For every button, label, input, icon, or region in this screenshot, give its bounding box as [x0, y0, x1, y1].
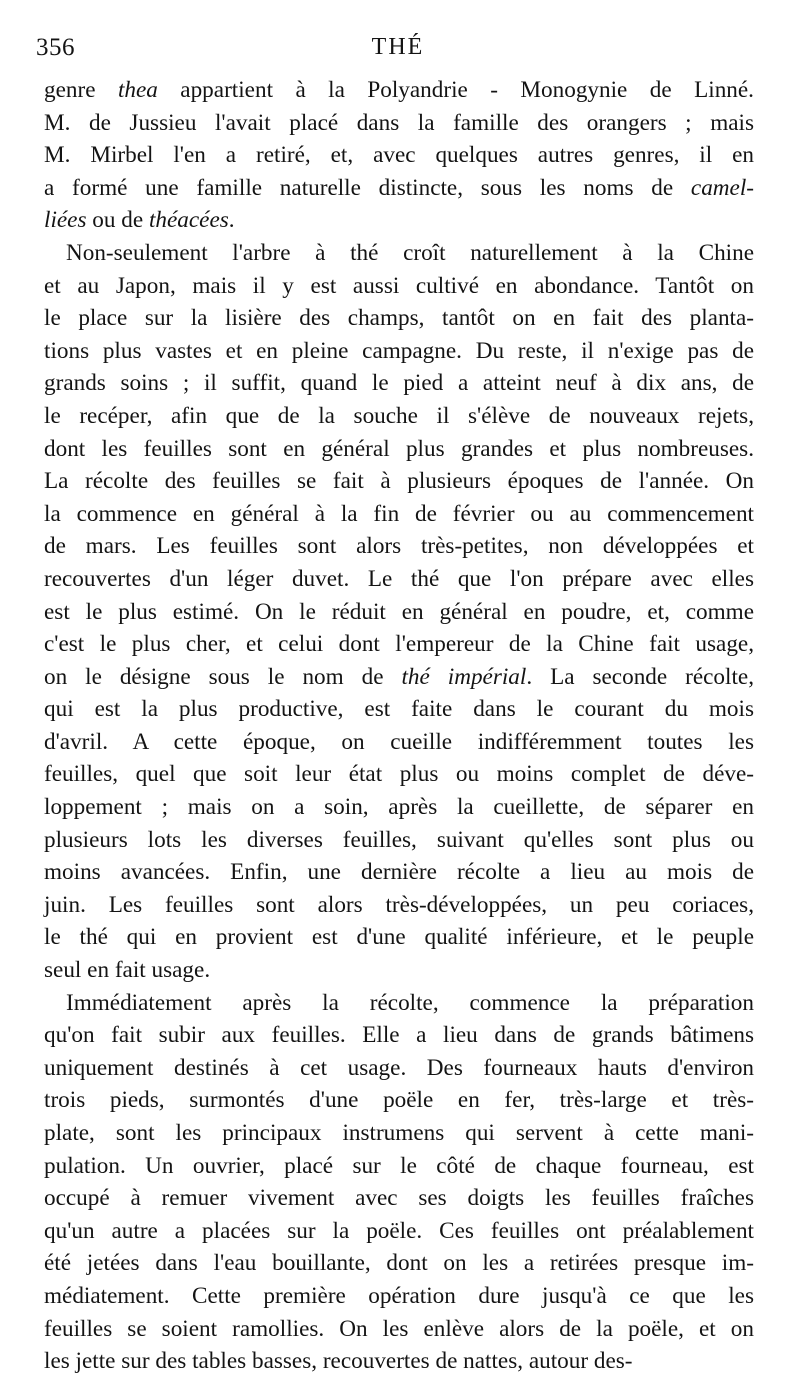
text-line	[44, 987, 754, 1020]
text-segment: plusieurs lots les diverses feuilles, suivant qu'elles sont plus ou	[44, 826, 754, 853]
text-segment: moins avancées. Enfin, une dernière récolte a lieu au mois de	[44, 859, 754, 886]
text-segment: recouvertes d'un léger duvet. Le thé que l'on prépare avec elles	[44, 565, 754, 592]
text-line	[44, 1345, 754, 1378]
text-segment: genre	[44, 77, 118, 103]
text-segment: trois pieds, surmontés d'une poële en fer, très-large et très-	[44, 1087, 754, 1114]
page-number: 356	[36, 34, 75, 61]
text-segment: c'est le plus cher, et celui dont l'empereur de la Chine fait usage,	[44, 631, 754, 658]
text-line	[44, 302, 754, 335]
text-line	[44, 237, 754, 270]
text-line	[44, 563, 754, 596]
text-segment: feuilles se soient ramollies. On les enlève alors de la poële, et on	[44, 1315, 754, 1342]
text-segment: appartient à la Polyandrie - Monogynie de Linné.	[157, 77, 754, 103]
text-line	[44, 172, 754, 205]
text-segment: a formé une famille naturelle distincte, sous les noms de	[44, 174, 691, 201]
text-line	[44, 1313, 754, 1346]
text-line	[44, 628, 754, 661]
text-line	[44, 1247, 754, 1280]
text-segment: le place sur la lisière des champs, tantôt on en fait des planta-	[44, 305, 754, 332]
text-line	[44, 400, 754, 433]
text-line	[44, 1182, 754, 1215]
text-line	[44, 139, 754, 172]
text-segment: qu'un autre a placées sur la poële. Ces feuilles ont préalablement	[44, 1217, 754, 1244]
text-line	[44, 889, 754, 922]
running-title: THÉ	[371, 34, 425, 60]
text-segment: Immédiatement après la récolte, commence la préparation	[66, 989, 754, 1016]
text-segment: Non-seulement l'arbre à thé croît naturellement à la Chine	[66, 239, 754, 266]
text-segment: le recéper, afin que de la souche il s'élève de nouveaux rejets,	[44, 402, 754, 429]
text-line	[44, 530, 754, 563]
text-segment: .	[228, 207, 235, 234]
italic-term: thé impérial	[401, 663, 527, 690]
text-segment: on le désigne sous le nom de	[44, 663, 402, 690]
text-line	[44, 921, 754, 954]
text-segment: dont les feuilles sont en général plus grandes et plus nombreuses.	[44, 435, 754, 462]
text-line	[44, 1117, 754, 1150]
italic-term: thea	[117, 77, 158, 103]
text-segment: tions plus vastes et en pleine campagne. Du reste, il n'exige pas de	[44, 337, 754, 364]
text-line	[44, 1084, 754, 1117]
paragraph	[44, 987, 754, 1378]
text-segment: juin. Les feuilles sont alors très-développées, un peu coriaces,	[44, 891, 754, 918]
text-line	[44, 1019, 754, 1052]
text-line	[44, 1150, 754, 1183]
text-line	[44, 1280, 754, 1313]
text-segment: M. Mirbel l'en a retiré, et, avec quelques autres genres, il en	[44, 142, 754, 169]
text-segment: et au Japon, mais il y est aussi cultivé en abondance. Tantôt on	[44, 272, 754, 299]
text-line	[44, 270, 754, 303]
text-segment: d'avril. A cette époque, on cueille indifféremment toutes les	[44, 728, 754, 755]
text-segment: qu'on fait subir aux feuilles. Elle a lieu dans de grands bâtimens	[44, 1022, 754, 1049]
text-line	[44, 433, 754, 466]
body-text	[44, 74, 754, 1378]
text-segment: ou de	[86, 207, 149, 234]
text-line	[44, 367, 754, 400]
text-segment: feuilles, quel que soit leur état plus ou moins complet de déve-	[44, 761, 754, 788]
page-header	[36, 34, 760, 70]
text-segment: occupé à remuer vivement avec ses doigts les feuilles fraîches	[44, 1185, 754, 1212]
text-line	[44, 661, 754, 694]
paragraph	[44, 74, 754, 237]
text-segment: grands soins ; il suffit, quand le pied a atteint neuf à dix ans, de	[44, 370, 754, 397]
text-segment: seul en fait usage.	[44, 957, 211, 984]
text-line	[44, 465, 754, 498]
text-line	[44, 74, 754, 107]
text-line	[44, 1052, 754, 1085]
italic-term: camel-	[690, 174, 754, 201]
text-line	[44, 1215, 754, 1248]
text-line	[44, 758, 754, 791]
text-line	[44, 726, 754, 759]
paragraph	[44, 237, 754, 987]
text-segment: médiatement. Cette première opération dure jusqu'à ce que les	[44, 1282, 754, 1309]
text-segment: qui est la plus productive, est faite dans le courant du mois	[44, 696, 754, 723]
italic-term: théacées	[148, 207, 229, 234]
text-segment: loppement ; mais on a soin, après la cueillette, de séparer en	[44, 794, 754, 821]
text-line	[44, 954, 754, 987]
text-segment: la commence en général à la fin de février ou au commencement	[44, 500, 754, 527]
italic-term: liées	[44, 207, 87, 234]
text-segment: le thé qui en provient est d'une qualité inférieure, et le peuple	[44, 924, 754, 951]
text-segment: été jetées dans l'eau bouillante, dont on les a retirées presque im-	[44, 1250, 754, 1277]
text-segment: les jette sur des tables basses, recouvertes de nattes, autour des-	[44, 1348, 633, 1375]
text-line	[44, 693, 754, 726]
text-segment: plate, sont les principaux instrumens qui servent à cette mani-	[44, 1120, 754, 1146]
text-segment: pulation. Un ouvrier, placé sur le côté de chaque fourneau, est	[44, 1152, 754, 1179]
text-segment: . La seconde récolte,	[526, 663, 754, 690]
text-line	[44, 107, 754, 140]
text-line	[44, 204, 754, 237]
text-line	[44, 791, 754, 824]
text-line	[44, 596, 754, 629]
text-line	[44, 498, 754, 531]
text-segment: uniquement destinés à cet usage. Des fourneaux hauts d'environ	[44, 1054, 754, 1081]
text-segment: de mars. Les feuilles sont alors très-petites, non développées et	[44, 533, 754, 560]
text-line	[44, 335, 754, 368]
text-line	[44, 856, 754, 889]
text-segment: est le plus estimé. On le réduit en général en poudre, et, comme	[44, 598, 754, 625]
text-segment: M. de Jussieu l'avait placé dans la famille des orangers ; mais	[44, 109, 754, 136]
text-line	[44, 824, 754, 857]
text-segment: La récolte des feuilles se fait à plusieurs époques de l'année. On	[44, 468, 754, 495]
